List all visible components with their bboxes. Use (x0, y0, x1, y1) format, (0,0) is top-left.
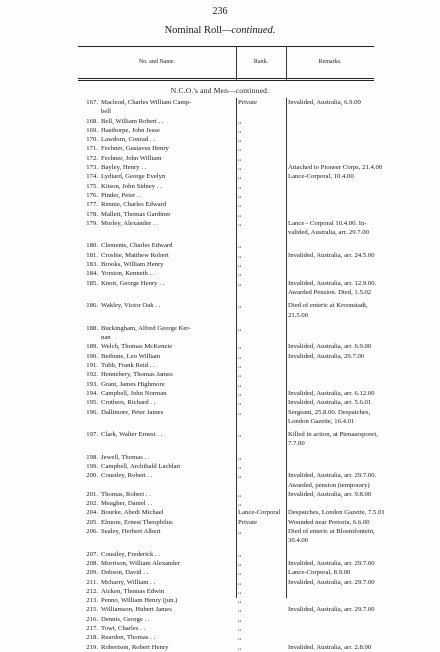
row-name: Morley, Alexander . . (101, 219, 158, 227)
row-rank: ,, (238, 431, 242, 439)
row-name: Macleod, Charles William Camp- (101, 99, 192, 106)
row-rank: ,, (238, 528, 242, 536)
row-number: 207. (86, 550, 98, 558)
row-name: Coustley, Frederick . . (101, 550, 160, 558)
row-name: Welch, Thomas McKenzie (101, 343, 173, 351)
row-name: Hasthorpe, John Jesse (101, 126, 160, 134)
row-name: Campbell, Archibald Lachlan (101, 462, 180, 470)
row-number: 188. (86, 324, 98, 332)
row-number: 174. (86, 173, 98, 181)
row-number: 184. (86, 270, 98, 278)
row-rank: ,, (238, 587, 242, 595)
row-name: Aicken, Thomas Edwin (101, 587, 165, 595)
row-name: Pinder, Peter . . (101, 191, 142, 199)
row-number: 169. (86, 126, 98, 134)
row-number: 176. (86, 191, 98, 199)
table-row (78, 210, 378, 219)
row-name: Morrison, William Alexander (101, 559, 180, 567)
table-row (78, 559, 378, 568)
table-row (78, 251, 378, 260)
row-number: 205. (86, 518, 98, 526)
row-rank: ,, (238, 279, 242, 287)
row-rank: ,, (238, 251, 242, 259)
row-name: Towt, Charles . . (101, 625, 146, 633)
row-rank: ,, (238, 371, 242, 379)
row-rank: ,, (238, 634, 242, 642)
table-row (78, 107, 378, 116)
row-rank: Lance-Corporal (238, 509, 281, 517)
table-row (78, 228, 378, 237)
row-remarks: Lance-Corporal, 10.4.00 (288, 173, 354, 181)
row-rank: ,, (238, 399, 242, 407)
row-rank: ,, (238, 145, 242, 153)
table-header-rule-double (78, 80, 374, 81)
row-remarks: Lance-Corporal, 8.9.00 (288, 569, 351, 577)
row-remarks: Died of enteric at Kroonstadt, (288, 302, 368, 310)
table-row (78, 398, 378, 407)
row-remarks: 7.7.00 (288, 440, 305, 448)
row-number: 216. (86, 615, 98, 623)
table-row (78, 154, 378, 163)
row-number: 213. (86, 597, 98, 605)
table-row (78, 260, 378, 269)
row-remarks: Invalided, Australia, arr. 6.12.00 (288, 389, 375, 397)
table-row (78, 471, 378, 480)
row-name: Mcharry, William . . (101, 578, 156, 586)
table-row (78, 508, 385, 517)
row-remarks: Invalided, Australia, arr. 2.8.00 (288, 643, 372, 651)
row-remarks: Sergeant, 25.8.00. Despatches, (288, 408, 371, 416)
row-remarks: Lance - Corporal 10.4.00. In- (288, 219, 367, 227)
row-number: 218. (86, 634, 98, 642)
table-row (78, 200, 378, 209)
row-number: 170. (86, 136, 98, 144)
row-name: Dennis, George . . (101, 615, 150, 623)
row-number: 193. (86, 380, 98, 388)
row-rank: ,, (238, 559, 242, 567)
row-rank: ,, (238, 117, 242, 125)
row-remarks: Invalided, Australia, arr. 29.7.00 (288, 578, 375, 586)
row-rank: ,, (238, 578, 242, 586)
row-number: 186. (86, 302, 98, 310)
row-number: 191. (86, 362, 98, 370)
row-number: 200. (86, 472, 98, 480)
row-number: 179. (86, 219, 98, 227)
table-row (78, 135, 378, 144)
row-number: 177. (86, 201, 98, 209)
row-number: 215. (86, 606, 98, 614)
row-number: 190. (86, 352, 98, 360)
row-name: Tubb, Frank Reid . . (101, 362, 155, 370)
row-number: 204. (86, 509, 98, 517)
roll-table-body (78, 98, 385, 652)
row-name: Brooks, William Henry (101, 261, 164, 269)
row-rank: ,, (238, 343, 242, 351)
row-rank: ,, (238, 352, 242, 360)
row-number: 197. (86, 431, 98, 439)
row-rank: ,, (238, 362, 242, 370)
row-rank: ,, (238, 210, 242, 218)
table-row (78, 361, 378, 370)
row-name: Wakley, Victor Oak . . (101, 302, 161, 310)
row-number: 181. (86, 251, 98, 259)
row-number: 194. (86, 389, 98, 397)
row-number: 189. (86, 343, 98, 351)
table-row (78, 352, 378, 361)
row-number: 192. (86, 371, 98, 379)
row-remarks: Wounded near Pretoria, 6.6.00 (288, 518, 370, 526)
row-rank: ,, (238, 380, 242, 388)
row-number: 202. (86, 500, 98, 508)
row-name: Hennebery, Thomas James (101, 371, 173, 379)
row-name: Clements, Charles Edward (101, 242, 173, 250)
row-number: 196. (86, 408, 98, 416)
row-remarks: Invalided, Australia, 6.9.00 (288, 99, 361, 106)
row-number: 208. (86, 559, 98, 567)
table-row (78, 98, 378, 107)
row-name: bell (101, 108, 112, 116)
row-remarks: Killed in action, at Pienaarspoort, (288, 431, 378, 439)
row-name: Lawdorn, Conrad . . (101, 136, 155, 144)
column-header-remarks: Remarks. (318, 59, 342, 65)
table-row (78, 453, 378, 462)
table-row (78, 430, 378, 439)
row-rank: ,, (238, 154, 242, 162)
section-heading: N.C.O.'s and Men—continued. (170, 86, 270, 95)
row-remarks: Invalided, Australia, arr. 29.7.00 (288, 606, 375, 614)
row-name: Lydiard, George Evelyn (101, 173, 166, 181)
row-number: 206. (86, 528, 98, 536)
table-row (78, 126, 378, 135)
row-rank: ,, (238, 136, 242, 144)
table-row (78, 499, 378, 508)
row-number: 173. (86, 164, 98, 172)
row-remarks: Invalided, Australia, arr. 29.7.00. (288, 472, 377, 480)
page-number: 236 (212, 6, 228, 17)
row-name: Bayley, Henry . . (101, 164, 147, 172)
row-rank: ,, (238, 408, 242, 416)
row-name: Buckingham, Alfred George Ker- (101, 324, 191, 332)
row-rank: ,, (238, 389, 242, 397)
row-number: 180. (86, 242, 98, 250)
row-name: nan (101, 334, 111, 342)
table-row (78, 389, 378, 398)
row-name: Kitson, John Sidney . . (101, 182, 162, 190)
table-header-rule (78, 78, 374, 79)
table-row (78, 370, 378, 379)
table-row (78, 527, 378, 536)
row-name: Bourke, Abedi Michael (101, 509, 164, 517)
row-remarks: Invalided, Australia, arr. 29.7.00 (288, 559, 375, 567)
row-number: 212. (86, 587, 98, 595)
row-name: Campbell, John Norman (101, 389, 167, 397)
title-text: Nominal Roll (164, 25, 223, 36)
row-remarks: Invalided, Australia, arr. 12.9.00. (288, 279, 377, 287)
row-rank: ,, (238, 324, 242, 332)
row-number: 199. (86, 462, 98, 470)
table-row (78, 241, 378, 250)
table-row (78, 605, 378, 614)
table-row (78, 536, 378, 545)
row-remarks: Despatches, London Gazette, 7.5.01 (288, 509, 385, 517)
row-name: Fechner, John William (101, 154, 162, 162)
row-rank: ,, (238, 597, 242, 605)
table-row (78, 615, 378, 624)
row-name: Crosbie, Matthew Robert (101, 251, 169, 259)
row-rank: ,, (238, 242, 242, 250)
table-row (78, 117, 378, 126)
row-number: 171. (86, 145, 98, 153)
row-number: 185. (86, 279, 98, 287)
table-row (78, 172, 378, 181)
table-row (78, 163, 383, 172)
row-rank: ,, (238, 191, 242, 199)
table-row (78, 596, 378, 605)
row-rank: ,, (238, 643, 242, 651)
row-name: Grant, James Highmore (101, 380, 165, 388)
row-rank: ,, (238, 126, 242, 134)
table-row (78, 624, 378, 633)
row-remarks: valided, Australia, arr. 29.7.00 (288, 229, 369, 237)
row-number: 172. (86, 154, 98, 162)
row-rank: ,, (238, 490, 242, 498)
row-number: 198. (86, 453, 98, 461)
row-name: Clark, Walter Ernest . . (101, 431, 163, 439)
column-header-rank: Rank. (253, 59, 269, 65)
table-row (78, 380, 378, 389)
row-number: 217. (86, 625, 98, 633)
row-rank: ,, (238, 625, 242, 633)
row-number: 211. (86, 578, 98, 586)
row-rank: ,, (238, 261, 242, 269)
table-row (78, 408, 378, 417)
row-name: Elmore, Ernest Theophilus (101, 518, 173, 526)
row-rank: ,, (238, 173, 242, 181)
row-remarks: Invalided, Australia, arr. 9.8.00 (288, 490, 372, 498)
row-number: 183. (86, 261, 98, 269)
row-rank: ,, (238, 201, 242, 209)
table-row (78, 182, 378, 191)
row-remarks: Died of enteric at Bloemfontein, (288, 528, 375, 536)
row-name: Reardon, Thomas . . (101, 634, 156, 642)
row-rank: ,, (238, 550, 242, 558)
page-title (0, 25, 440, 36)
row-remarks: Invalided, Australia, arr. 6.9.00 (288, 343, 372, 351)
row-name: Coustley, Robert . . (101, 472, 153, 480)
row-remarks: Invalided, Australia, arr. 24.5.00 (288, 251, 375, 259)
row-rank: ,, (238, 302, 242, 310)
row-remarks: Awarded, pension (temporary) (288, 481, 370, 489)
row-rank: Private (238, 99, 257, 106)
row-name: Penno, William Henry (jun.) (101, 597, 178, 605)
row-name: Bethune, Leo William (101, 352, 161, 360)
row-name: Fechner, Gustavus Henry (101, 145, 169, 153)
table-row (78, 481, 378, 490)
table-row (78, 490, 378, 499)
row-number: 175. (86, 182, 98, 190)
row-name: Bell, William Robert . . (101, 117, 164, 125)
row-number: 168. (86, 117, 98, 125)
table-row (78, 342, 378, 351)
row-remarks: Invalided, Australia, 29.7.00 (288, 352, 365, 360)
row-name: Williamson, Hubert James (101, 606, 172, 614)
table-row (78, 587, 378, 596)
row-name: Crothers, Richard . . (101, 399, 156, 407)
row-name: Knott, George Henry . . (101, 279, 165, 287)
table-row (78, 417, 378, 426)
row-number: 201. (86, 490, 98, 498)
table-row (78, 219, 378, 228)
row-remarks: 30.4.00 (288, 537, 309, 545)
row-name: Jewell, Thomas . . (101, 453, 150, 461)
table-row (78, 578, 378, 587)
table-row (78, 324, 378, 333)
table-row (78, 633, 378, 642)
row-rank: Private (238, 518, 257, 526)
row-rank: ,, (238, 453, 242, 461)
row-number: 209. (86, 569, 98, 577)
row-remarks: Awarded Pension. Died, 1.5.02 (288, 288, 372, 296)
row-name: Dallimore, Peter James (101, 408, 164, 416)
row-rank: ,, (238, 219, 242, 227)
row-remarks: Invalided, Australia, arr. 5.6.01 (288, 399, 372, 407)
row-name: Dobson, David . . (101, 569, 149, 577)
row-number: 195. (86, 399, 98, 407)
row-rank: ,, (238, 270, 242, 278)
row-name: Sealey, Herbert Albert (101, 528, 161, 536)
row-name: Yorston, Kenneth . . (101, 270, 155, 278)
table-row (78, 144, 378, 153)
table-row (78, 279, 378, 288)
table-row (78, 333, 378, 342)
title-suffix: —continued. (222, 25, 276, 36)
column-header-no-name: No. and Name. (138, 59, 176, 65)
table-row (78, 269, 378, 278)
row-number: 178. (86, 210, 98, 218)
table-row (78, 439, 378, 448)
row-name: Rennie, Charles Edward (101, 201, 167, 209)
table-row (78, 568, 378, 577)
row-remarks: 21.5.00 (288, 311, 309, 319)
row-rank: ,, (238, 569, 242, 577)
row-name: Mallett, Thomas Gardiner (101, 210, 171, 218)
row-rank: ,, (238, 164, 242, 172)
table-row (78, 550, 378, 559)
row-rank: ,, (238, 500, 242, 508)
table-row (78, 301, 378, 310)
table-row (78, 288, 378, 297)
table-row (78, 311, 378, 320)
row-rank: ,, (238, 615, 242, 623)
row-remarks: Attached to Pioneer Corps, 21.4.00 (288, 164, 383, 172)
row-remarks: London Gazette, 16.4.01 (288, 417, 355, 425)
row-name: Meagher, Daniel . . (101, 500, 153, 508)
table-row (78, 643, 378, 652)
row-number: 219. (86, 643, 98, 651)
table-row (78, 191, 378, 200)
row-rank: ,, (238, 472, 242, 480)
table-row (78, 518, 378, 527)
row-rank: ,, (238, 182, 242, 190)
row-rank: ,, (238, 462, 242, 470)
table-row (78, 462, 378, 471)
row-rank: ,, (238, 606, 242, 614)
row-name: Robertson, Robert Henry (101, 643, 169, 651)
row-number: 167. (86, 99, 98, 106)
row-name: Thomas, Robert . . (101, 490, 151, 498)
